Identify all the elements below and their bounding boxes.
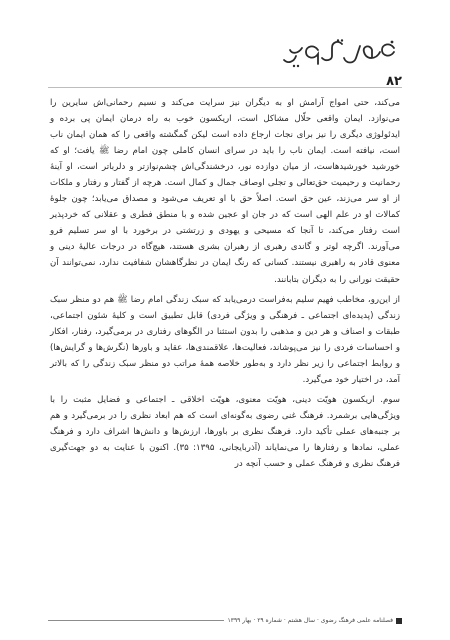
footer-divider bbox=[48, 620, 224, 621]
footer-text: فصلنامه علمی فرهنگ رضوی · سال هشتم · شماره ۲۹ · بهار ۱۳۹۹ bbox=[227, 617, 393, 624]
header-divider bbox=[48, 87, 402, 88]
paragraph-1: می‌کند، حتی امواج آرامش او به دیگران نیز سرایت می‌کند و نسیم رحمانی‌اش سایرین را می‌نوازد. ایمان واقعی حلّال مشاکل است، اریکسون خوب به راه درمان ایمان پی برده و ایدئولوژی دیگری را نیز برای نجات ارجاع داده است لیکن گمگشته واقعی را که همان ایمان ناب است، نیافته است. ایمان ناب را باید در سرای انسان کاملی چون امام رضا ﷺ یافت؛ او که خورشید خورشیدهاست، از میان دوازده نور، درخشندگی‌اش چشم‌نوازتر و دلرباتر است، او آینهٔ رحمانیت و رحیمیت حق‌تعالی و تجلی اوصاف جمال و کمال است. هرچه از گفتار و رفتار و ملکات از او سر می‌زند، عین حق است. اصلاً حق با او تعریف می‌شود و مصداق می‌یابد؛ چون جلوهٔ کمالات او در علم الهی است که در جان او عجین شده و با منطق فطری و عقلانی که خردپذیر است رفتار می‌کند، تا آنجا که مسیحی و یهودی و زرتشتی در برخورد با او سر تسلیم فرو می‌آورند. اگرچه لوتر و گاندی رهبری از رهبران بشری هستند، هیچ‌گاه در درجات عالیهٔ دینی و معنوی قادر به راهبری نیستند. کسانی که رنگ ایمان در نظرگاهشان شفافیت ندارد، نمی‌توانند آن حقیقت نورانی را به دیگران بتابانند. bbox=[50, 98, 400, 285]
footer-square-icon bbox=[396, 618, 402, 624]
paragraph-2: از این‌رو، مخاطب فهیم سلیم به‌فراست درمی‌یابد که سبک زندگی امام رضا ﷺ هم دو منظر سبک زندگی (پدیده‌ای اجتماعی ـ فرهنگی و ویژگی فردی) قابل تطبیق است و کلیهٔ شئون اجتماعی، طبقات و اصناف و هر دین و مذهبی را بدون استثنا در الگوهای رفتاری در برمی‌گیرد، رفتار، افکار و احساسات فردی را نیز می‌پوشاند، فعالیت‌ها، علاقمندی‌ها، عقاید و باورها (نگرش‌ها و گرایش‌ها) و روابط اجتماعی را زیر نظر دارد و به‌طور خلاصه همهٔ مراتب دو منظر سبک زندگی را که بالاتر آمد، در اختیار خود می‌گیرد. bbox=[50, 294, 400, 385]
journal-logo-icon bbox=[282, 38, 402, 72]
body-text bbox=[50, 95, 400, 472]
paragraph-3: سوم. اریکسون هویّت دینی، هویّت معنوی، هویّت اخلاقی ـ اجتماعی و فضایل مثبت را با ویژگی‌هایی برشمرد. فرهنگ غنی رضوی به‌گونه‌ای است که هم ابعاد نظری را در برمی‌گیرد و هم بر جنبه‌های عملی تأکید دارد. فرهنگ نظری بر باورها، ارزش‌ها و دانش‌ها اشراف دارد و فرهنگ عملی، نمادها و رفتارها را می‌نمایاند (آذربایجانی، ۱۳۹۵: ۳۵). اکنون با عنایت به دو جهت‌گیری فرهنگ نظری و فرهنگ عملی و حسب آنچه در bbox=[50, 394, 400, 470]
journal-logo bbox=[282, 38, 402, 72]
page-footer bbox=[48, 617, 402, 624]
page-number: ۸۲ bbox=[386, 74, 402, 89]
